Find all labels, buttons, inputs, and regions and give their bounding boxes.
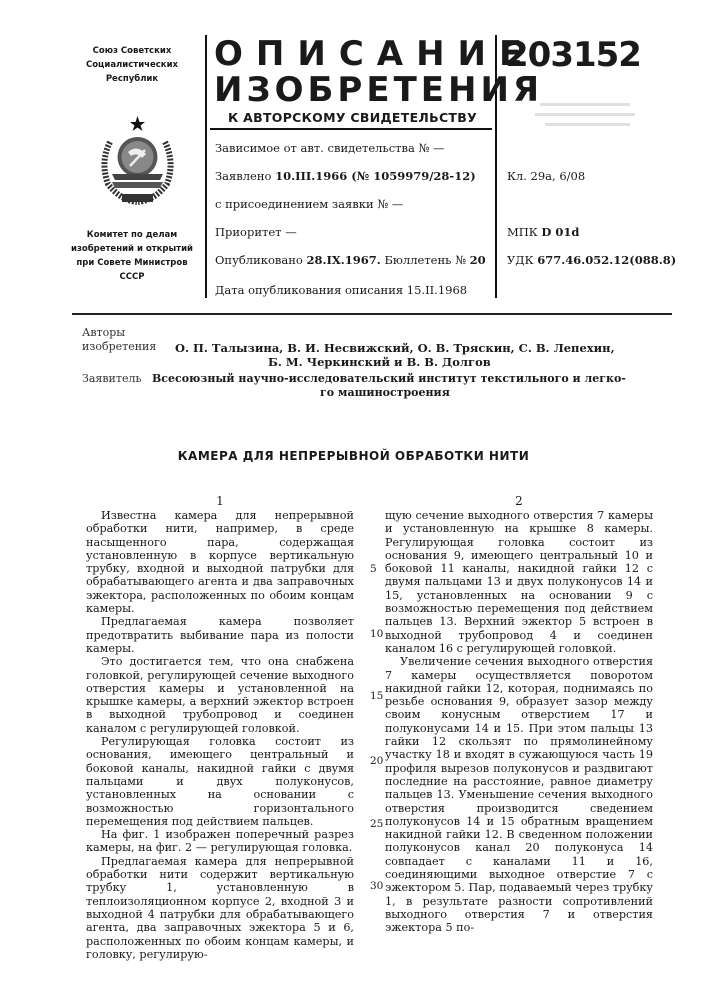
column-1 bbox=[86, 509, 354, 961]
faded-stamp-icon bbox=[530, 95, 650, 135]
line-number: 30 bbox=[370, 880, 384, 892]
issuing-country bbox=[62, 44, 202, 86]
priority: Приоритет — bbox=[215, 225, 297, 239]
column-2 bbox=[385, 509, 653, 935]
filed-value: 10.III.1966 (№ 1059979/28-12) bbox=[275, 169, 476, 183]
udk-value: 677.46.052.12(088.8) bbox=[537, 253, 677, 267]
org-line: при Совете Министров bbox=[76, 258, 188, 268]
authors-line-2: Б. М. Черкинский и В. В. Долгов bbox=[268, 355, 491, 369]
title-invention: ИЗОБРЕТЕНИЯ bbox=[214, 70, 544, 110]
org-line: Союз Советских bbox=[92, 46, 172, 56]
title-underline bbox=[210, 128, 492, 130]
dependent-certificate: Зависимое от авт. свидетельства № — bbox=[215, 141, 445, 155]
filed-info bbox=[215, 169, 476, 183]
authors-label-1: Авторы bbox=[82, 326, 126, 339]
udk-label: УДК bbox=[507, 253, 534, 267]
mpk-label: МПК bbox=[507, 225, 538, 239]
paragraph: Известна камера для непрерывной обработки нити, например, в среде насыщенного пара, содержащая установленную в корпусе вертикальную трубку, входной и выходной патрубки для обрабатывающего агента и два заправочных эжектора, расположенных по обоим концам камеры. bbox=[86, 509, 354, 616]
description-date: Дата опубликования описания 15.II.1968 bbox=[215, 283, 468, 297]
paragraph: На фиг. 1 изображен поперечный разрез камеры, на фиг. 2 — регулирующая головка. bbox=[86, 828, 354, 855]
class-mpk bbox=[507, 225, 579, 239]
divider-left bbox=[205, 35, 207, 298]
paragraph: щую сечение выходного отверстия 7 камеры и установленную на крышке 8 камеры. Регулирующая головка состоит из основания 9, имеющего центральный 10 и боковой 11 каналы, накидной гайки 12 с двумя пальцами 13 и двух полуконусов 14 и 15, установленных на основании 9 с возможностью перемещения под действием пальцев 13. Верхний эжектор 5 встроен в выходной трубопровод 4 и соединен каналом 16 с регулирующей головкой. bbox=[385, 509, 653, 655]
org-line: Республик bbox=[105, 74, 159, 84]
bulletin-label: Бюллетень № bbox=[384, 253, 466, 267]
paragraph: Увеличение сечения выходного отверстия 7 камеры осуществляется поворотом накидной гайки 12, которая, поднимаясь по резьбе основания 9, образует зазор между своим конусным отверстием 17 и полуконусами 14 и 15. При этом пальцы 13 гайки 12 скользят по прямолинейному участку 18 и входят в сужающуюся часть 19 профиля вырезов полуконусов и раздвигают последние на расстояние, равное диаметру пальцев 13. Уменьшение сечения выходного отверстия производится сведением полуконусов 14 и 15 обратным вращением накидной гайки 12. В сведенном положении полуконусов канал 20 полуконуса 14 совпадает с каналами 11 и 16, соединяющими выходное отверстие 7 с эжектором 5. Пар, подаваемый через трубку 1, в результате разности сопротивлений выходного отверстия 7 и отверстия эжектора 5 по- bbox=[385, 655, 653, 935]
filed-label: Заявлено bbox=[215, 169, 272, 183]
paragraph: Регулирующая головка состоит из основания, имеющего центральный и боковой каналы, накидной гайки с двумя пальцами и двух полуконусов, установленных на основании с возможностью горизонтального перемещения под действием пальцев. bbox=[86, 735, 354, 828]
bulletin-value: 20 bbox=[469, 253, 486, 267]
applicant-line-1: Всесоюзный научно-исследовательский институт текстильного и легко- bbox=[152, 372, 626, 385]
title-description: ОПИСАНИЕ bbox=[214, 34, 536, 74]
line-number: 15 bbox=[370, 690, 384, 702]
header-divider bbox=[72, 313, 672, 315]
line-number: 5 bbox=[370, 563, 377, 575]
published-value: 28.IX.1967. bbox=[306, 253, 381, 267]
paragraph: Это достигается тем, что она снабжена головкой, регулирующей сечение выходного отверстия камеры и установленной на крышке камеры, а верхний эжектор встроен в выходной трубопровод и соединен каналом с регулирующей головкой. bbox=[86, 655, 354, 735]
applicant-label: Заявитель bbox=[82, 372, 142, 385]
issuing-committee bbox=[62, 228, 202, 284]
line-number: 10 bbox=[370, 628, 384, 640]
line-number: 25 bbox=[370, 818, 384, 830]
line-number: 20 bbox=[370, 755, 384, 767]
org-line: изобретений и открытий bbox=[70, 244, 193, 254]
class-udk bbox=[507, 253, 676, 267]
paragraph: Предлагаемая камера позволяет предотвратить выбивание пара из полости камеры. bbox=[86, 615, 354, 655]
org-line: СССР bbox=[119, 272, 145, 282]
column-number-2: 2 bbox=[515, 494, 523, 508]
published-info bbox=[215, 253, 486, 267]
published-label: Опубликовано bbox=[215, 253, 303, 267]
document-title: КАМЕРА ДЛЯ НЕПРЕРЫВНОЙ ОБРАБОТКИ НИТИ bbox=[177, 449, 530, 463]
patent-number: 203152 bbox=[505, 35, 641, 75]
title-certificate: К АВТОРСКОМУ СВИДЕТЕЛЬСТВУ bbox=[228, 110, 478, 125]
joined-application: с присоединением заявки № — bbox=[215, 197, 404, 211]
class-kl: Кл. 29а, 6/08 bbox=[507, 169, 586, 183]
ussr-coat-of-arms-icon bbox=[90, 112, 185, 212]
mpk-value: D 01d bbox=[541, 225, 580, 239]
column-number-1: 1 bbox=[216, 494, 224, 508]
applicant-line-2: го машиностроения bbox=[320, 386, 450, 399]
org-line: Комитет по делам bbox=[86, 230, 178, 240]
org-line: Социалистических bbox=[85, 60, 179, 70]
paragraph: Предлагаемая камера для непрерывной обработки нити содержит вертикальную трубку 1, установленную в теплоизоляционном корпусе 2, входной 3 и выходной 4 патрубки для обрабатывающего агента, два заправочных эжектора 5 и 6, расположенных по обоим концам камеры, и головку, регулирую- bbox=[86, 854, 354, 961]
authors-line-1: О. П. Талызина, В. И. Несвижский, О. В. Тряскин, С. В. Лепехин, bbox=[175, 341, 615, 355]
authors-label-2: изобретения bbox=[82, 340, 157, 353]
